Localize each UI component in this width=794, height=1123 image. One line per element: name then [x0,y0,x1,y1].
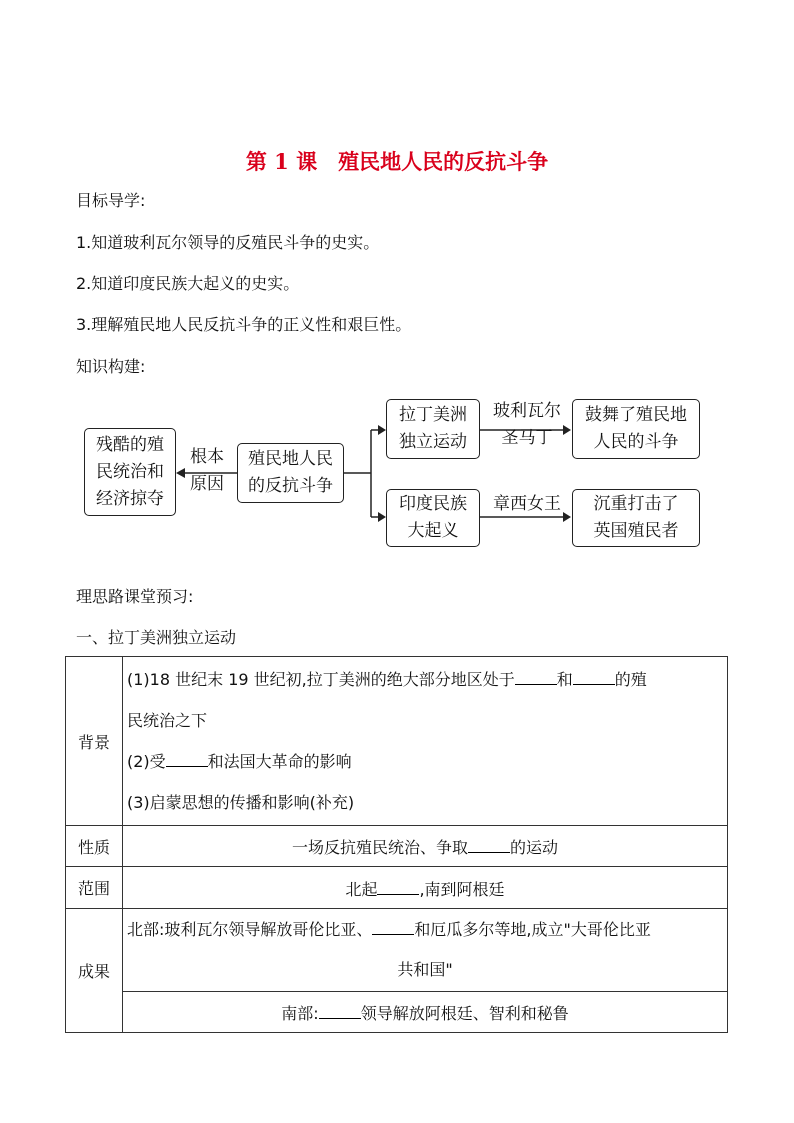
nature-cell [123,826,728,867]
latin-result-line-2: 人民的斗争 [593,432,679,452]
scope-text-b: ,南到阿根廷 [419,879,505,899]
latin-result-line-1: 鼓舞了殖民地 [585,405,687,425]
background-2a: (2)受 [127,752,166,771]
root-cause-label [184,444,230,498]
latin-america-box [386,399,480,459]
background-cell [123,657,728,826]
goal-item-1: 1.知道玻利瓦尔领导的反殖民斗争的史实。 [76,233,380,252]
background-1c: 的殖 [614,670,647,689]
preview-heading: 理思路课堂预习: [76,587,194,606]
section-heading: 一、拉丁美洲独立运动 [76,628,237,647]
india-line-2: 大起义 [407,521,459,541]
root-label-line-1: 根本 [190,447,224,467]
south-text-b: 领导解放阿根廷、智利和秘鲁 [360,1004,569,1023]
cause-line-3: 经济掠夺 [96,488,164,509]
latin-line-2: 独立运动 [399,432,467,452]
lesson-title: 第 1 课 殖民地人民的反抗斗争 [245,149,549,174]
scope-cell [123,867,728,909]
background-1b: 和 [556,670,573,689]
rani-label: 章西女王 [493,494,561,514]
north-text-b: 和厄瓜多尔等地,成立"大哥伦比亚 [414,920,651,939]
table-row [66,909,728,992]
cause-line-2: 民统治和 [96,461,164,482]
nature-label: 性质 [66,826,123,867]
center-line-2: 的反抗斗争 [248,476,333,496]
north-cell [123,909,728,992]
cause-box [84,428,176,516]
background-1d: 民统治之下 [127,711,208,730]
table-row [66,657,728,826]
north-text-a: 北部:玻利瓦尔领导解放哥伦比亚、 [127,920,373,939]
goal-item-2: 2.知道印度民族大起义的史实。 [76,274,300,293]
latin-line-1: 拉丁美洲 [399,405,467,425]
scope-text-a: 北起 [345,879,378,899]
india-uprising-box [386,489,480,547]
india-result-line-2: 英国殖民者 [593,521,679,541]
background-label: 背景 [66,657,123,826]
root-label-line-2: 原因 [190,474,224,494]
latin-result-box [572,399,700,459]
india-line-1: 印度民族 [399,494,467,514]
blank-field [166,748,208,767]
latin-america-table [65,656,728,1033]
south-text-a: 南部: [281,1004,319,1023]
blank-field [515,666,557,685]
leader-1: 玻利瓦尔 [493,401,561,421]
india-result-box [572,489,700,547]
blank-field [573,666,615,685]
scope-label: 范围 [66,867,123,909]
blank-field [377,876,419,895]
knowledge-heading: 知识构建: [76,357,146,376]
table-row [66,992,728,1033]
leaders-label [484,398,570,452]
center-line-1: 殖民地人民 [248,449,333,469]
background-3: (3)启蒙思想的传播和影响(补充) [127,793,355,812]
background-2b: 和法国大革命的影响 [207,752,352,771]
leader-2: 圣马丁 [501,428,553,448]
blank-field [372,916,414,935]
center-box [237,443,344,503]
background-1a: (1)18 世纪末 19 世纪初,拉丁美洲的绝大部分地区处于 [127,670,515,689]
table-row [66,826,728,867]
table-row [66,867,728,909]
goal-item-3: 3.理解殖民地人民反抗斗争的正义性和艰巨性。 [76,315,412,334]
result-label: 成果 [66,909,123,1033]
nature-text-a: 一场反抗殖民统治、争取 [291,838,468,857]
south-cell [123,992,728,1033]
india-result-line-1: 沉重打击了 [593,494,679,514]
cause-line-1: 残酷的殖 [96,434,164,455]
nature-text-b: 的运动 [510,838,559,857]
blank-field [468,834,510,853]
north-text-c: 共和国" [397,960,453,979]
blank-field [319,1000,361,1019]
goals-heading: 目标导学: [76,191,146,210]
